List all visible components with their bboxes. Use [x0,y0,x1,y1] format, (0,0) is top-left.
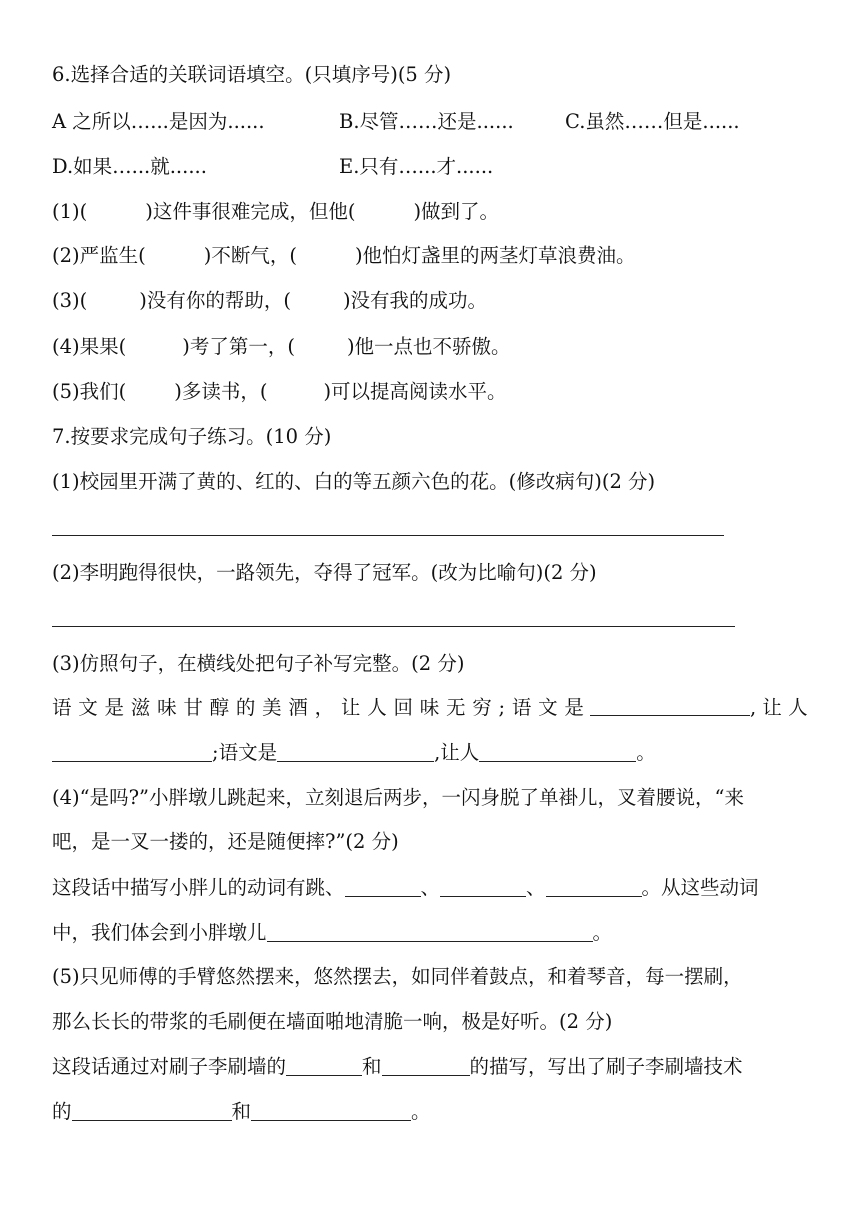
option-b: B.尽管……还是...... [339,110,514,133]
q6-item-2: (2)严监生( )不断气，( )他怕灯盏里的两茎灯草浪费油。 [52,244,636,267]
fill-blank[interactable] [52,741,212,762]
fill-blank[interactable] [277,741,434,762]
q7-sentence-4-line-3: 这段话中描写小胖儿的动词有跳、 、 、 。从这些动词 [52,876,759,899]
fill-blank[interactable] [267,921,593,942]
example-sentence: 语 文 是 滋 味 甘 醇 的 美 酒 ， 让 人 回 味 无 穷 ; 语 文 是 [52,696,584,719]
fill-blank[interactable] [546,876,642,897]
fill-blank[interactable] [286,1055,362,1076]
fill-blank[interactable] [590,695,750,716]
q6-title: 6.选择合适的关联词语填空。(只填序号)(5 分) [52,63,452,86]
q7-sentence-4-line-2: 吧，是一叉一搂的，还是随便摔?”(2 分) [52,830,399,853]
option-a: A 之所以…...是因为...... [52,110,265,133]
answer-line-2[interactable] [52,626,735,627]
fill-blank[interactable] [251,1100,411,1121]
q7-sentence-4-line-1: (4)“是吗?”小胖墩儿跳起来，立刻退后两步，一闪身脱了单褂儿，叉着腰说，“来 [52,786,744,809]
option-c: C.虽然……但是...... [565,110,740,133]
q6-item-3: (3)( )没有你的帮助，( )没有我的成功。 [52,289,488,312]
fill-blank[interactable] [345,876,421,897]
q7-sentence-3-line-2: ;语文是 ,让人 。 [52,740,656,766]
q7-sentence-2: (2)李明跑得很快，一路领先，夺得了冠军。(改为比喻句)(2 分) [52,561,597,584]
q7-sentence-1: (1)校园里开满了黄的、红的、白的等五颜六色的花。(修改病句)(2 分) [52,470,656,493]
option-e: E.只有…...才...... [339,155,494,178]
q6-item-4: (4)果果( )考了第一，( )他一点也不骄傲。 [52,335,511,358]
q6-item-5: (5)我们( )多读书，( )可以提高阅读水平。 [52,380,507,403]
fill-blank[interactable] [72,1100,232,1121]
fill-blank[interactable] [440,876,526,897]
option-d: D.如果…...就...... [52,155,207,178]
q7-title: 7.按要求完成句子练习。(10 分) [52,425,332,448]
answer-line-1[interactable] [52,535,724,536]
fill-blank[interactable] [479,741,636,762]
q7-sentence-5-line-3: 这段话通过对刷子李刷墙的 和 的描写，写出了刷子李刷墙技术 [52,1055,743,1078]
fill-blank[interactable] [382,1055,470,1076]
q7-sentence-5-line-4: 的 和 。 [52,1100,431,1123]
q7-sentence-5-line-2: 那么长长的带浆的毛刷便在墙面啪地清脆一响，极是好听。(2 分) [52,1010,613,1033]
q7-sentence-3-title: (3)仿照句子，在横线处把句子补写完整。(2 分) [52,652,465,675]
q7-sentence-5-line-1: (5)只见师傅的手臂悠然摆来，悠然摆去，如同伴着鼓点，和着琴音，每一摆刷， [52,965,743,988]
exam-page: 6.选择合适的关联词语填空。(只填序号)(5 分) A 之所以…...是因为...... B.尽管……还是...... C.虽然……但是...... D.如果…...就...... E.只有…...才...... (1)( )这件事很难完成，但他( )做到了。 (2)严监生( )不断气，( )他怕灯盏里的两茎灯草浪费油。 (3)( )没有你的帮助，( )没有我的成功。 (4)果果( )考了第一，( )他一点也不骄傲。 (5)我们( )多读书，( )可以提高阅读水平。 7.按要求完成句子练习。(10 分) (1)校园里开满了黄的、红的、白的等五颜六色的花。(修改病句)(2 分) (2)李明跑得很快，一路领先，夺得了冠军。(改为比喻句)(2 分) (3)仿照句子，在横线处把句子补写完整。(2 分) 语 文 是 滋 味 甘 醇 的 美 酒 ， 让 人 回 味 无 穷 ; 语 文 是 , 让 人 ;语文是 ,让人 。 (4)“是吗?”小胖墩儿跳起来，立刻退后两步，一闪身脱了单褂儿，叉着腰说，“来 吧，是一叉一搂的，还是随便摔?”(2 分) 这段话中描写小胖儿的动词有跳、 、 、 。从这些动词 中，我们体会到小胖墩儿 。 (5)只见师傅的手臂悠然摆来，悠然摆去，如同伴着鼓点，和着琴音，每一摆刷， 那么长长的带浆的毛刷便在墙面啪地清脆一响，极是好听。(2 分) 这段话通过对刷子李刷墙的 和 的描写，写出了刷子李刷墙技术 的 和 。 [52,63,808,1123]
q6-item-1: (1)( )这件事很难完成，但他( )做到了。 [52,200,500,223]
q7-sentence-4-line-4: 中，我们体会到小胖墩儿 。 [52,921,613,944]
